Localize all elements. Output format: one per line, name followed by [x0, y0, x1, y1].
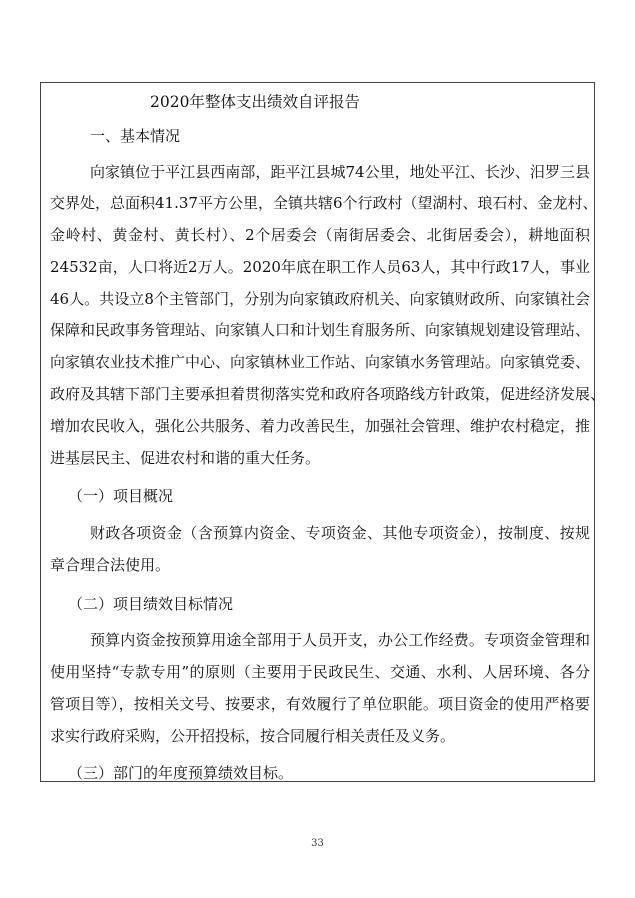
report-title: 2020年整体支出绩效自评报告 — [150, 93, 360, 111]
section-heading-project-overview: （一）项目概况 — [68, 487, 174, 505]
section-heading-basic-info: 一、基本情况 — [90, 127, 181, 145]
section-heading-performance-goals: （二）项目绩效目标情况 — [68, 595, 234, 613]
paragraph-line: 章合理合法使用。 — [50, 556, 171, 574]
paragraph-line: 求实行政府采购，公开招投标，按合同履行相关责任及义务。 — [50, 727, 456, 745]
page-number: 33 — [311, 838, 324, 849]
paragraph-line: 向家镇农业技术推广中心、向家镇林业工作站、向家镇水务管理站。向家镇党委、 — [50, 353, 591, 371]
paragraph-line: 预算内资金按预算用途全部用于人员开支，办公工作经费。专项资金管理和 — [90, 631, 590, 649]
section-heading-annual-budget-goals: （三）部门的年度预算绩效目标。 — [68, 764, 294, 782]
paragraph-line: 24532亩，人口将近2万人。2020年底在职工作人员63人，其中行政17人，事业 — [50, 258, 590, 276]
paragraph-line: 使用坚持“专款专用”的原则（主要用于民政民生、交通、水利、人居环境、各分 — [50, 663, 590, 681]
paragraph-line: 金岭村、黄金村、黄长村）、2个居委会（南街居委会、北街居委会），耕地面积 — [50, 226, 590, 244]
paragraph-line: 46人。共设立8个主管部门，分别为向家镇政府机关、向家镇财政所、向家镇社会 — [50, 290, 590, 308]
paragraph-line: 增加农民收入，强化公共服务、着力改善民生，加强社会管理、维护农村稳定，推 — [50, 417, 591, 435]
paragraph-line: 管项目等），按相关文号、按要求，有效履行了单位职能。项目资金的使用严格要 — [50, 695, 590, 713]
paragraph-line: 进基层民主、促进农村和谐的重大任务。 — [50, 449, 321, 467]
paragraph-line: 交界处，总面积41.37平方公里，全镇共辖6个行政村（望湖村、琅石村、金龙村、 — [50, 194, 598, 212]
paragraph-line: 保障和民政事务管理站、向家镇人口和计划生育服务所、向家镇规划建设管理站、 — [50, 321, 591, 339]
paragraph-line: 政府及其辖下部门主要承担着贯彻落实党和政府各项路线方针政策，促进经济发展、 — [50, 385, 606, 403]
paragraph-line: 财政各项资金（含预算内资金、专项资金、其他专项资金），按制度、按规 — [90, 524, 590, 542]
paragraph-line: 向家镇位于平江县西南部，距平江县城74公里，地处平江、长沙、汨罗三县 — [90, 163, 590, 181]
